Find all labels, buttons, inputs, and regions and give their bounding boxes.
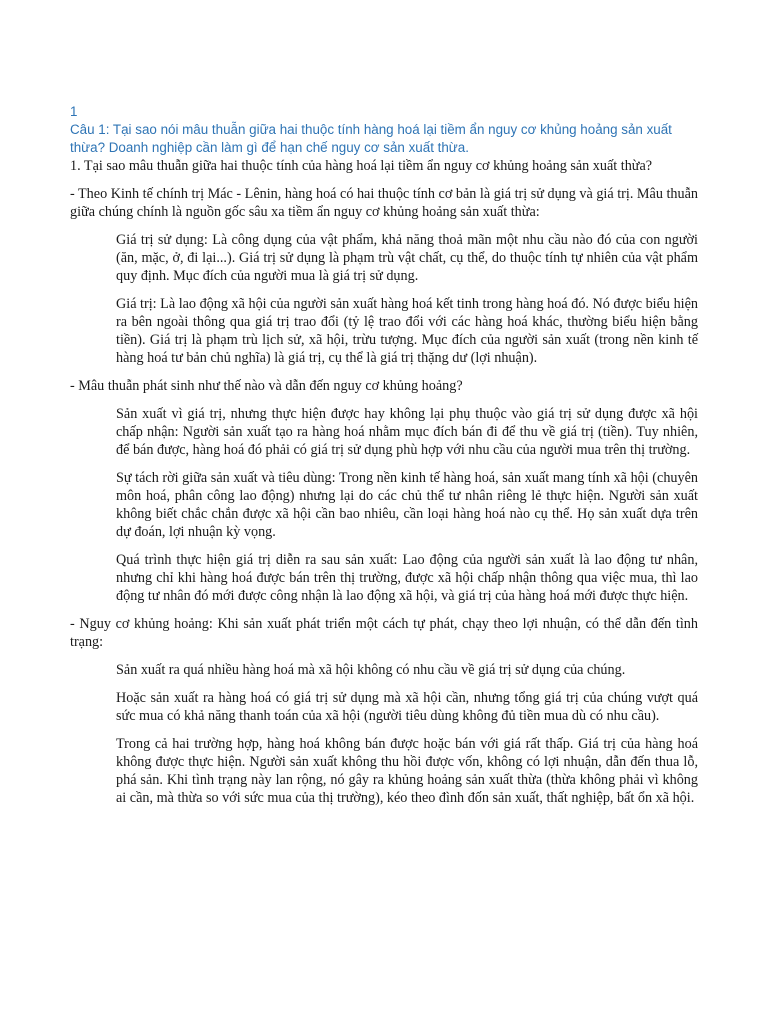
purchasing-power-paragraph: Hoặc sản xuất ra hàng hoá có giá trị sử dụng mà xã hội cần, nhưng tổng giá trị của chúng vượt quá sức mua có khả năng thanh toán của xã hội (người tiêu dùng không đủ tiền mua dù có nhu cầu). — [116, 690, 698, 724]
contradiction-question: - Mâu thuẫn phát sinh như thế nào và dẫn đến nguy cơ khủng hoảng? — [70, 378, 463, 394]
intro-paragraph: - Theo Kinh tế chính trị Mác - Lênin, hàng hoá có hai thuộc tính cơ bản là giá trị sử dụng và giá trị. Mâu thuẫn giữa chúng chính là nguồn gốc sâu xa tiềm ẩn nguy cơ khủng hoảng sản xuất thừa: — [70, 186, 698, 220]
question-heading: Câu 1: Tại sao nói mâu thuẫn giữa hai thuộc tính hàng hoá lại tiềm ẩn nguy cơ khủng hoảng sản xuất thừa? Doanh nghiệp cần làm gì để hạn chế nguy cơ sản xuất thừa. — [70, 122, 672, 155]
value-paragraph: Giá trị: Là lao động xã hội của người sản xuất hàng hoá kết tinh trong hàng hoá đó. Nó được biểu hiện ra bên ngoài thông qua giá trị trao đổi (tỷ lệ trao đổi với các hàng hoá khác, thường biểu hiện bằng tiền). Giá trị là phạm trù lịch sử, xã hội, trừu tượng. Mục đích của người sản xuất (trong nền kinh tế hàng hoá tư bản chủ nghĩa) là giá trị, cụ thể là giá trị thặng dư (lợi nhuận). — [116, 296, 698, 366]
crisis-risk-paragraph: - Nguy cơ khủng hoảng: Khi sản xuất phát triển một cách tự phát, chạy theo lợi nhuận, có thể dẫn đến tình trạng: — [70, 616, 698, 650]
separation-paragraph: Sự tách rời giữa sản xuất và tiêu dùng: Trong nền kinh tế hàng hoá, sản xuất mang tính xã hội (chuyên môn hoá, phân công lao động) nhưng lại do các chủ thể tư nhân riêng lẻ thực hiện. Người sản xuất không biết chắc chắn được xã hội cần bao nhiêu, cần loại hàng hoá nào cụ thể. Họ sản xuất dựa trên dự đoán, lợi nhuận kỳ vọng. — [116, 470, 698, 540]
document-page — [70, 103, 698, 807]
section-title: 1. Tại sao mâu thuẫn giữa hai thuộc tính của hàng hoá lại tiềm ẩn nguy cơ khủng hoảng sản xuất thừa? — [70, 158, 653, 174]
heading-number: 1 — [70, 104, 78, 119]
consequence-paragraph: Trong cả hai trường hợp, hàng hoá không bán được hoặc bán với giá rất thấp. Giá trị của hàng hoá không được thực hiện. Người sản xuất không thu hồi được vốn, không có lợi nhuận, dẫn đến thua lỗ, phá sản. Khi tình trạng này lan rộng, nó gây ra khủng hoảng sản xuất thừa (thừa không phải vì không ai cần, mà thừa so với sức mua của thị trường), kéo theo đình đốn sản xuất, thất nghiệp, bất ổn xã hội. — [116, 736, 698, 806]
production-for-value-paragraph: Sản xuất vì giá trị, nhưng thực hiện được hay không lại phụ thuộc vào giá trị sử dụng được xã hội chấp nhận: Người sản xuất tạo ra hàng hoá nhằm mục đích bán đi để thu về giá trị (tiền). Tuy nhiên, để bán được, hàng hoá đó phải có giá trị sử dụng phù hợp với nhu cầu của người mua trên thị trường. — [116, 406, 698, 458]
value-realization-paragraph: Quá trình thực hiện giá trị diễn ra sau sản xuất: Lao động của người sản xuất là lao động tư nhân, nhưng chỉ khi hàng hoá được bán trên thị trường, được xã hội chấp nhận thông qua việc mua, thì lao động tư nhân đó mới được công nhận là lao động xã hội, và giá trị của hàng hoá mới được thực hiện. — [116, 552, 698, 604]
overproduction-paragraph: Sản xuất ra quá nhiều hàng hoá mà xã hội không có nhu cầu về giá trị sử dụng của chúng. — [116, 662, 626, 678]
use-value-paragraph: Giá trị sử dụng: Là công dụng của vật phẩm, khả năng thoả mãn một nhu cầu nào đó của con người (ăn, mặc, ở, đi lại...). Giá trị sử dụng là phạm trù vật chất, cụ thể, do thuộc tính tự nhiên của vật phẩm quy định. Mục đích của người mua là giá trị sử dụng. — [116, 232, 698, 284]
